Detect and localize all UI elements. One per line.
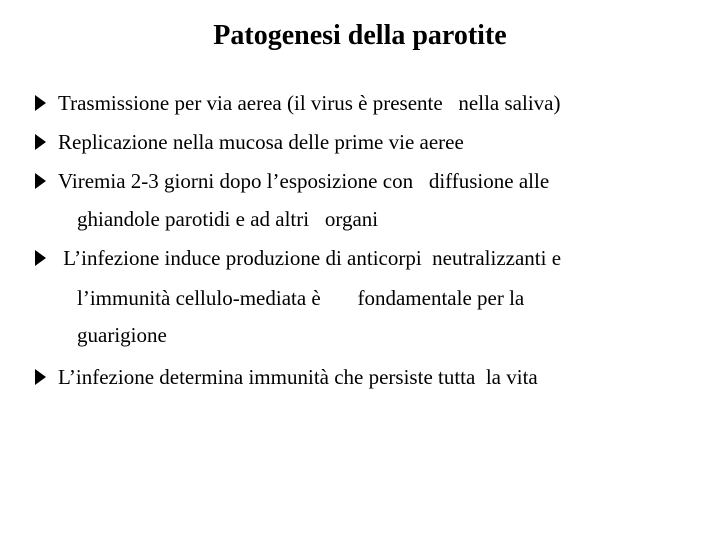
- bullet-4-line-1: L’infezione induce produzione di anticorpi neutralizzanti e: [58, 246, 562, 270]
- triangle-right-icon: [35, 250, 46, 266]
- triangle-right-icon: [35, 95, 46, 111]
- bullet-3-line-2: ghiandole parotidi e ad altri organi: [77, 207, 379, 231]
- slide-title: Patogenesi della parotite: [213, 20, 507, 51]
- triangle-right-icon: [35, 173, 46, 189]
- bullet-4-line-3: guarigione: [77, 323, 167, 347]
- triangle-right-icon: [35, 369, 46, 385]
- triangle-right-icon: [35, 134, 46, 150]
- bullet-1-line-1: Trasmissione per via aerea (il virus è presente nella saliva): [58, 91, 561, 115]
- bullet-5-line-1: L’infezione determina immunità che persiste tutta la vita: [58, 365, 538, 389]
- bullet-3-line-1: Viremia 2-3 giorni dopo l’esposizione con diffusione alle: [58, 169, 550, 193]
- bullet-4-line-2: l’immunità cellulo-mediata è fondamentale per la: [77, 286, 525, 310]
- bullet-2-line-1: Replicazione nella mucosa delle prime vie aeree: [58, 130, 464, 154]
